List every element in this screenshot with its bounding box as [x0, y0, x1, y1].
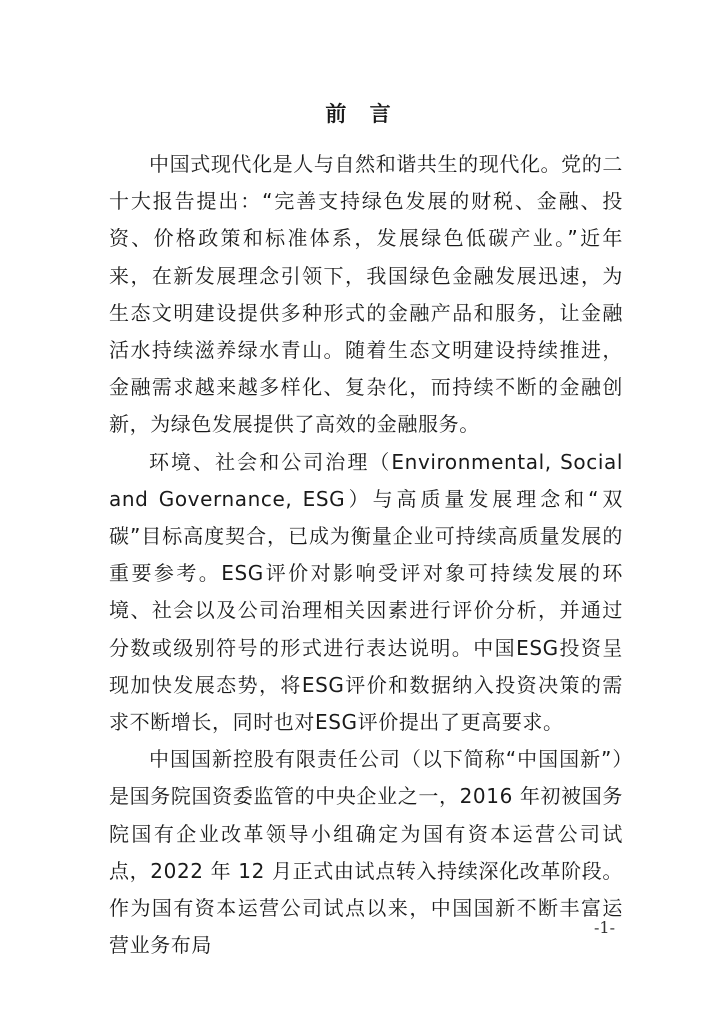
paragraph-2: 环境、社会和公司治理（Environmental, Social and Governance, ESG）与高质量发展理念和“双碳”目标高度契合，已成为衡量企业可持续高质量发展的重要参考。ESG评价对影响受评对象可持续发展的环境、社会以及公司治理相关因素进行评价分析，并通过分数或级别符号的形式进行表达说明。中国ESG投资呈现加快发展态势，将ESG评价和数据纳入投资决策的需求不断增长，同时也对ESG评价提出了更高要求。 — [109, 449, 623, 735]
page-title: 前 言 — [325, 102, 399, 126]
document-body — [109, 146, 623, 964]
paragraph-1: 中国式现代化是人与自然和谐共生的现代化。党的二十大报告提出：“完善支持绿色发展的财税、金融、投资、价格政策和标准体系，发展绿色低碳产业。”近年来，在新发展理念引领下，我国绿色金融发展迅速，为生态文明建设提供多种形式的金融产品和服务，让金融活水持续滋养绿水青山。随着生态文明建设持续推进，金融需求越来越多样化、复杂化，而持续不断的金融创新，为绿色发展提供了高效的金融服务。 — [109, 152, 623, 437]
paragraph-3: 中国国新控股有限责任公司（以下简称“中国国新”）是国务院国资委监管的中央企业之一，2016 年初被国务院国有企业改革领导小组确定为国有资本运营公司试点，2022 年 12 月正式由试点转入持续深化改革阶段。作为国有资本运营公司试点以来，中国国新不断丰富运营业务布局 — [109, 747, 623, 958]
page-number: -1- — [594, 918, 615, 937]
